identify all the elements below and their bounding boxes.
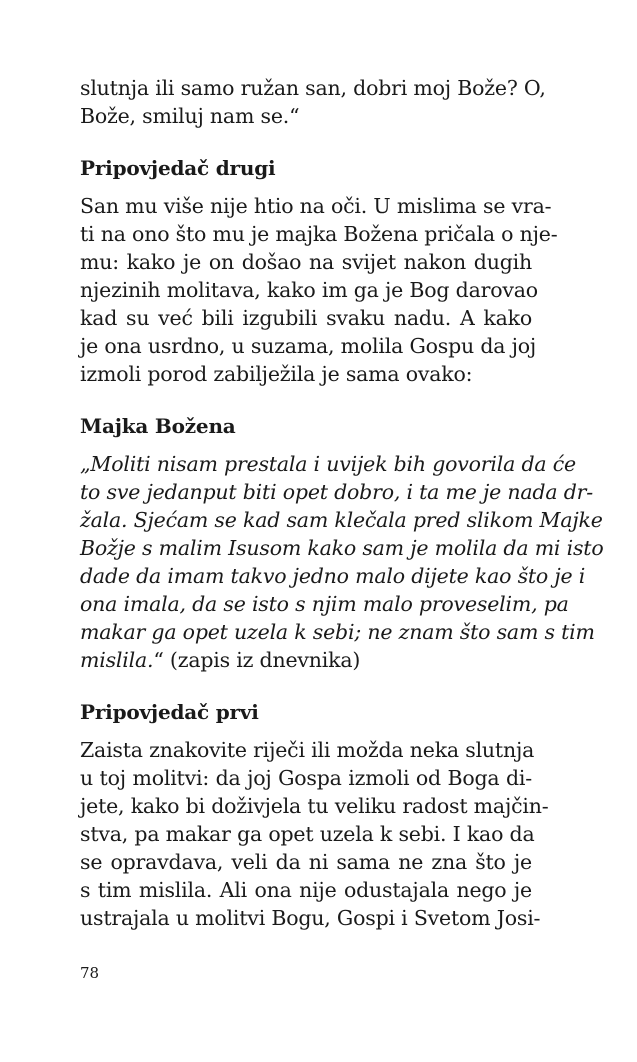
paragraph-narrator-one xyxy=(80,736,549,932)
text-line: u toj molitvi: da joj Gospa izmoli od Boga di- xyxy=(80,766,532,790)
text-line: mu: kako je on došao na svijet nakon dugih xyxy=(80,250,532,274)
text-line: kad su već bili izgubili svaku nadu. A kako xyxy=(80,306,532,330)
quote-end-italic: mislila. xyxy=(80,648,154,672)
text-line: je ona usrdno, u suzama, molila Gospu da joj xyxy=(80,334,537,358)
text-line: stva, pa makar ga opet uzela k sebi. I kao da xyxy=(80,822,535,846)
text-line: Zaista znakovite riječi ili možda neka slutnja xyxy=(80,738,535,762)
paragraph-opening xyxy=(80,74,546,130)
text-line: dade da imam takvo jedno malo dijete kao što je i xyxy=(80,564,586,588)
text-line: San mu više nije htio na oči. U mislima se vra- xyxy=(80,194,552,218)
text-line: to sve jedanput biti opet dobro, i ta me je nada dr- xyxy=(80,480,593,504)
paragraph-narrator-two xyxy=(80,192,558,388)
section-heading: Pripovjedač prvi xyxy=(80,700,259,724)
diary-source-note: “ (zapis iz dnevnika) xyxy=(153,648,361,672)
page-number: 78 xyxy=(80,964,100,982)
paragraph-diary-quote xyxy=(80,450,604,674)
text-line: Bože, smiluj nam se.“ xyxy=(80,104,300,128)
text-line: makar ga opet uzela k sebi; ne znam što sam s tim xyxy=(80,620,595,644)
text-line: jete, kako bi doživjela tu veliku radost majčin- xyxy=(80,794,549,818)
page-body xyxy=(80,74,604,932)
text-line: slutnja ili samo ružan san, dobri moj Bože? O, xyxy=(80,76,546,100)
text-line: ustrajala u molitvi Bogu, Gospi i Svetom Josi- xyxy=(80,906,541,930)
section-heading: Majka Božena xyxy=(80,414,236,438)
text-line: se opravdava, veli da ni sama ne zna što je xyxy=(80,850,532,874)
text-line xyxy=(80,646,532,674)
text-line: izmoli porod zabilježila je sama ovako: xyxy=(80,362,473,386)
text-line: žala. Sjećam se kad sam klečala pred slikom Majke xyxy=(80,508,603,532)
text-line: ti na ono što mu je majka Božena pričala o nje- xyxy=(80,222,558,246)
text-line: s tim mislila. Ali ona nije odustajala nego je xyxy=(80,878,532,902)
text-line: ona imala, da se isto s njim malo proveselim, pa xyxy=(80,592,569,616)
section-heading: Pripovjedač drugi xyxy=(80,156,276,180)
text-line: Božje s malim Isusom kako sam je molila da mi isto xyxy=(80,536,604,560)
text-line: njezinih molitava, kako im ga je Bog darovao xyxy=(80,278,538,302)
text-line: „Moliti nisam prestala i uvijek bih govorila da će xyxy=(80,452,576,476)
